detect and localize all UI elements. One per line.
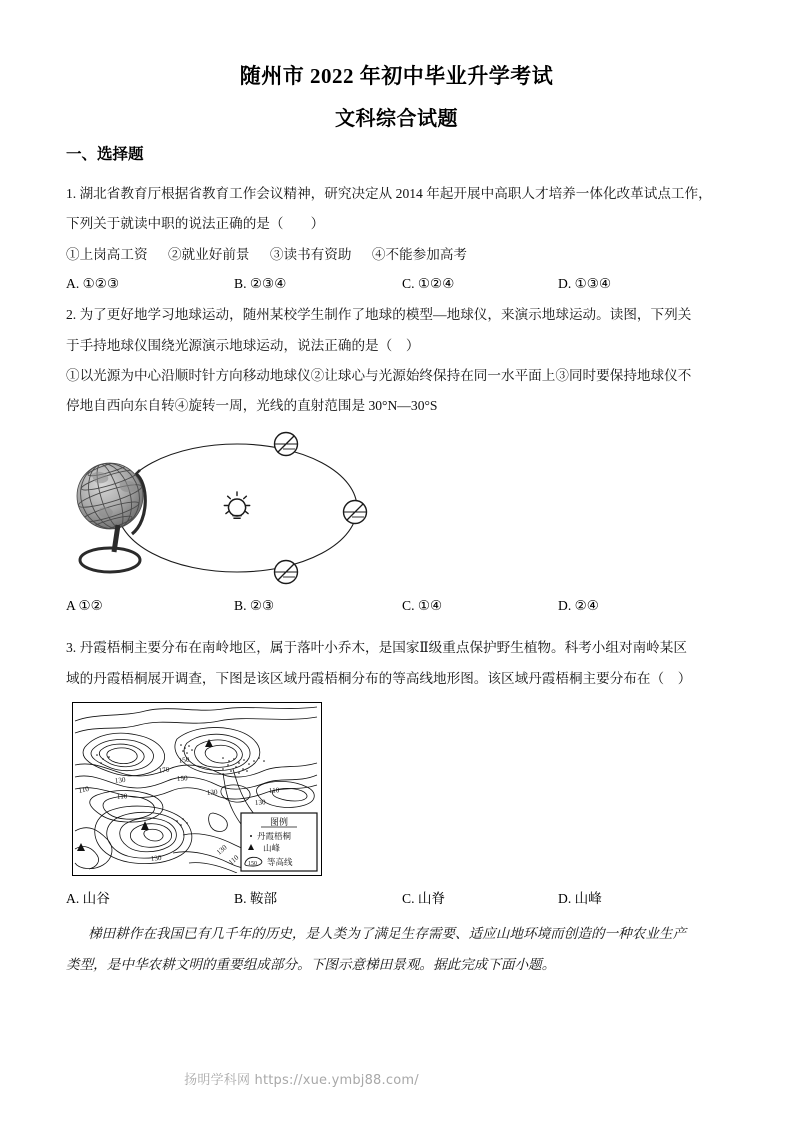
question-2-option-d[interactable]: D. ②④ [558, 598, 599, 613]
question-1-options [66, 274, 742, 294]
legend-title: 图例 [269, 817, 289, 827]
svg-text:130: 130 [215, 843, 229, 857]
orbit-marker-top [275, 433, 298, 456]
question-2-stem-line-2: 于手持地球仪围绕光源演示地球运动，说法正确的是（ ） [66, 338, 420, 353]
globe-orbit-diagram [62, 424, 382, 592]
question-2-statements-line-1: ①以光源为中心沿顺时针方向移动地球仪②让球心与光源始终保持在同一水平面上③同时要保持地球仪不 [66, 368, 692, 383]
page-subtitle: 文科综合试题 [335, 108, 458, 130]
question-2-statements-line-2: 停地自西向东自转④旋转一周，光线的直射范围是 30°N—30°S [66, 398, 438, 413]
question-1-option-c[interactable]: C. ①②④ [402, 276, 455, 291]
question-2-option-b[interactable]: B. ②③ [234, 598, 275, 613]
question-1-option-d[interactable]: D. ①③④ [558, 276, 612, 291]
svg-text:150: 150 [178, 755, 190, 765]
svg-text:130: 130 [150, 853, 162, 863]
legend-label-contour: 等高线 [267, 857, 293, 867]
svg-text:110: 110 [116, 792, 128, 801]
question-3-stem-line-2: 域的丹霞梧桐展开调查，下图是该区域丹霞梧桐分布的等高线地形图。该区域丹霞梧桐主要分布在（ ） [66, 671, 692, 686]
question-3-options [66, 889, 742, 909]
question-2-option-c[interactable]: C. ①④ [402, 598, 443, 613]
footer-watermark: 扬明学科网 https://xue.ymbj88.com/ [184, 1073, 419, 1088]
section-heading-multiple-choice: 一、选择题 [66, 146, 144, 163]
question-1-option-a[interactable]: A. ①②③ [66, 276, 120, 291]
question-3-option-a[interactable]: A. 山谷 [66, 891, 110, 906]
svg-text:110: 110 [227, 853, 241, 867]
question-2-stem-line-1: 2. 为了更好地学习地球运动，随州某校学生制作了地球的模型—地球仪，来演示地球运动。读图，下列关 [66, 307, 692, 322]
svg-text:130: 130 [206, 788, 218, 797]
contour-map [72, 702, 322, 876]
orbit-marker-right [344, 501, 367, 524]
svg-text:130: 130 [254, 798, 266, 807]
light-bulb-icon [224, 492, 249, 518]
svg-text:170: 170 [158, 765, 170, 775]
question-1-statements: ①上岗高工资 ②就业好前景 ③读书有资助 ④不能参加高考 [66, 247, 468, 262]
orbit-path [117, 444, 357, 572]
question-3-option-b[interactable]: B. 鞍部 [234, 891, 278, 906]
page-title: 随州市 2022 年初中毕业升学考试 [239, 64, 554, 88]
svg-text:150: 150 [176, 774, 188, 783]
svg-text:110: 110 [268, 786, 280, 795]
passage-line-2: 类型，是中华农耕文明的重要组成部分。下图示意梯田景观。据此完成下面小题。 [66, 957, 556, 972]
passage-line-1: 梯田耕作在我国已有几千年的历史，是人类为了满足生存需要、适应山地环境而创造的一种农业生产 [88, 926, 687, 941]
question-2-options [66, 596, 742, 616]
question-1-stem-line-1: 1. 湖北省教育厅根据省教育工作会议精神，研究决定从 2014 年起开展中高职人才培养一体化改革试点工作， [66, 186, 712, 201]
svg-text:110: 110 [77, 784, 90, 795]
question-3-stem-line-1: 3. 丹霞梧桐主要分布在南岭地区，属于落叶小乔木，是国家Ⅱ级重点保护野生植物。科考小组对南岭某区 [66, 640, 687, 655]
legend-contour-value: 150 [248, 861, 257, 867]
map-legend [241, 813, 317, 871]
legend-label-peak: 山峰 [263, 843, 281, 853]
legend-label-danxia: 丹霞梧桐 [257, 831, 292, 841]
globe-model [73, 456, 148, 572]
question-1-stem-line-2: 下列关于就读中职的说法正确的是（ ） [66, 216, 325, 231]
question-2-option-a[interactable]: A ①② [66, 598, 103, 613]
svg-text:130: 130 [114, 775, 126, 785]
orbit-marker-bottom [275, 561, 298, 584]
legend-dots-icon [250, 835, 252, 837]
question-3-option-d[interactable]: D. 山峰 [558, 891, 602, 906]
question-3-option-c[interactable]: C. 山脊 [402, 891, 446, 906]
question-1-option-b[interactable]: B. ②③④ [234, 276, 287, 291]
